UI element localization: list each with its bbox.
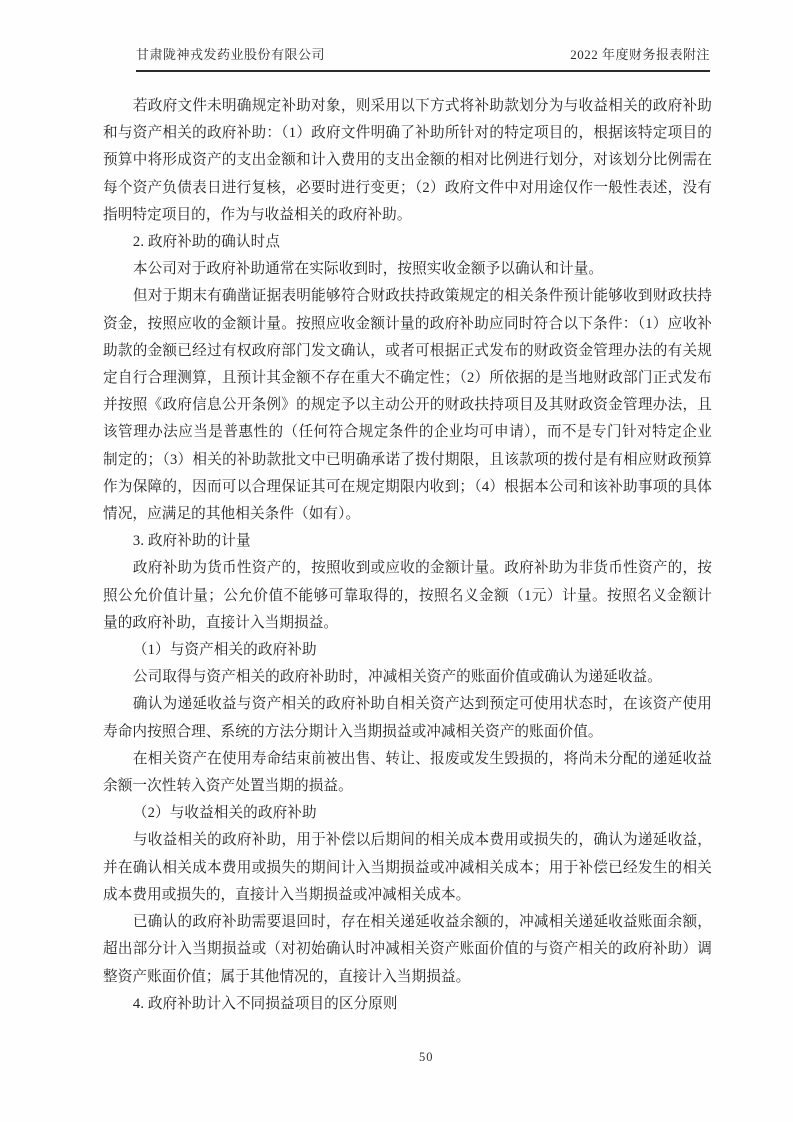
section-heading: 3. 政府补助的计量 [132,533,251,550]
page-header [136,44,710,72]
header-company-name: 甘肃陇神戎发药业股份有限公司 [136,47,326,62]
paragraph: 在相关资产在使用寿命结束前被出售、转让、报废或发生毁损的，将尚未分配的递延收益余额一次性转入资产处置当期的损益。 [103,750,712,795]
paragraph: 确认为递延收益与资产相关的政府补助自相关资产达到预定可使用状态时，在该资产使用寿命内按照合理、系统的方法分期计入当期损益或冲减相关资产的账面价值。 [103,696,712,740]
paragraph: 已确认的政府补助需要退回时，存在相关递延收益余额的，冲减相关递延收益账面余额，超出部分计入当期损益或（对初始确认时冲减相关资产账面价值的与资产相关的政府补助）调整资产账面价值；属于其他情况的，直接计入当期损益。 [103,914,712,985]
section-heading: （2）与收益相关的政府补助 [132,805,317,822]
paragraph: 本公司对于政府补助通常在实际收到时，按照实收金额予以确认和计量。 [132,261,604,278]
paragraph: 与收益相关的政府补助，用于补偿以后期间的相关成本费用或损失的，确认为递延收益，并在确认相关成本费用或损失的期间计入当期损益或冲减相关成本；用于补偿已经发生的相关成本费用或损失的，直接计入当期损益或冲减相关成本。 [103,832,712,903]
header-report-title: 2022 年度财务报表附注 [570,47,710,62]
section-heading: 4. 政府补助计入不同损益项目的区分原则 [132,995,398,1012]
section-heading: （1）与资产相关的政府补助 [132,642,317,659]
page-number: 50 [419,1050,434,1064]
paragraph: 若政府文件未明确规定补助对象，则采用以下方式将补助款划分为与收益相关的政府补助和与资产相关的政府补助：（1）政府文件明确了补助所针对的特定项目的，根据该特定项目的预算中将形成资产的支出金额和计入费用的支出金额的相对比例进行划分，对该划分比例需在每个资产负债表日进行复核，必要时进行变更；（2）政府文件中对用途仅作一般性表述，没有指明特定项目的，作为与收益相关的政府补助。 [103,98,712,223]
section-heading: 2. 政府补助的确认时点 [132,234,281,251]
paragraph: 但对于期末有确凿证据表明能够符合财政扶持政策规定的相关条件预计能够收到财政扶持资金，按照应收的金额计量。按照应收金额计量的政府补助应同时符合以下条件：（1）应收补助款的金额已经过有权政府部门发文确认，或者可根据正式发布的财政资金管理办法的有关规定自行合理测算，且预计其金额不存在重大不确定性；（2）所依据的是当地财政部门正式发布并按照《政府信息公开条例》的规定予以主动公开的财政扶持项目及其财政资金管理办法，且该管理办法应当是普惠性的（任何符合规定条件的企业均可申请），而不是专门针对特定企业制定的；（3）相关的补助款批文中已明确承诺了拨付期限，且该款项的拨付是有相应财政预算作为保障的，因而可以合理保证其可在规定期限内收到；（4）根据本公司和该补助事项的具体情况，应满足的其他相关条件（如有）。 [103,288,712,523]
document-body [103,93,712,1018]
paragraph: 公司取得与资产相关的政府补助时，冲减相关资产的账面价值或确认为递延收益。 [132,669,662,686]
paragraph: 政府补助为货币性资产的，按照收到或应收的金额计量。政府补助为非货币性资产的，按照公允价值计量；公允价值不能够可靠取得的，按照名义金额（1元）计量。按照名义金额计量的政府补助，直接计入当期损益。 [103,560,712,631]
